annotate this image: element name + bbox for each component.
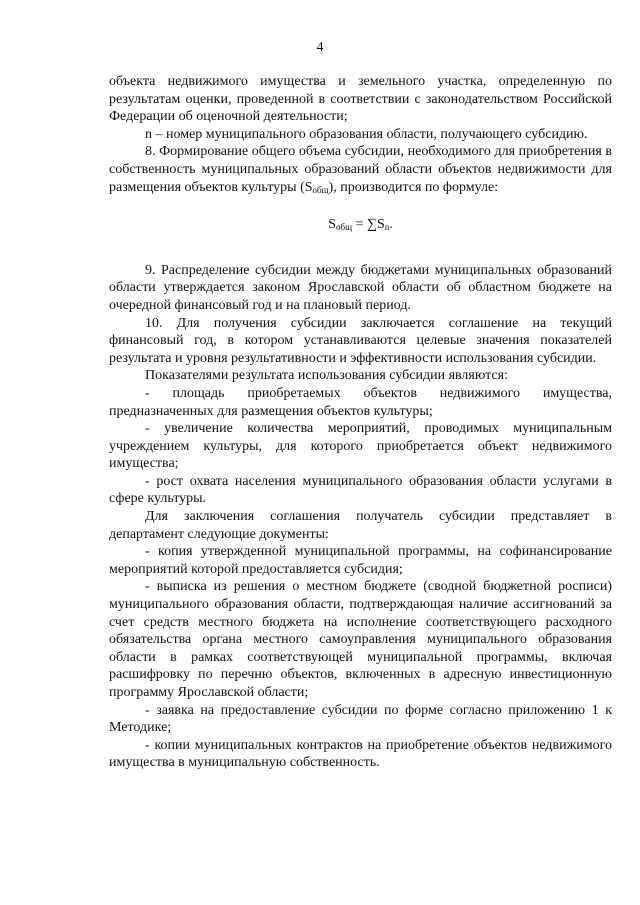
list-item-indicator-coverage: - рост охвата населения муниципального образования области услугами в сфере культуры. bbox=[109, 473, 612, 507]
list-item-doc-budget-extract: - выписка из решения о местном бюджете (сводной бюджетной росписи) муниципального образования области, подтверждающая наличие ассигнований за счет средств местного бюджета на исполнение соответствующего расходного обязательства органа местного самоуправления муниципального образования области в рамках соответствующей муниципальной программы, включая расшифровку по перечню объектов, включенных в адресную инвестиционную программу Ярославской области; bbox=[109, 579, 612, 700]
list-item-doc-contracts: - копии муниципальных контрактов на приобретение объектов недвижимого имущества в муниципальную собственность. bbox=[109, 737, 612, 771]
page-number: 4 bbox=[316, 40, 324, 55]
list-item-indicator-events: - увеличение количества мероприятий, проводимых муниципальным учреждением культуры, для которого приобретается объект недвижимого имущества; bbox=[109, 421, 612, 472]
formula-rhs: = ∑S bbox=[352, 217, 385, 233]
formula-lhs-sub: общ bbox=[336, 222, 353, 233]
list-item-doc-application: - заявка на предоставление субсидии по форме согласно приложению 1 к Методике; bbox=[109, 702, 612, 736]
paragraph-8 bbox=[109, 143, 612, 196]
paragraph-8-subscript: общ bbox=[312, 184, 329, 195]
paragraph-documents-intro: Для заключения соглашения получатель субсидии представляет в департамент следующие документы: bbox=[109, 509, 612, 542]
paragraph-9: 9. Распределение субсидии между бюджетами муниципальных образований области утверждается законом Ярославской области об областном бюджете на очередной финансовый год и на плановый период. bbox=[109, 262, 612, 313]
formula bbox=[109, 216, 612, 234]
document-body bbox=[109, 73, 612, 772]
formula-lhs: S bbox=[328, 217, 337, 233]
formula-rhs-sub: n bbox=[384, 222, 390, 233]
formula-end: . bbox=[389, 217, 393, 233]
paragraph-10: 10. Для получения субсидии заключается соглашение на текущий финансовый год, в котором устанавливаются целевые значения показателей результата и уровня результативности и эффективности использования субсидии. bbox=[109, 315, 612, 366]
paragraph-continuation: объекта недвижимого имущества и земельного участка, определенную по результатам оценки, проведенной в соответствии с законодательством Российской Федерации об оценочной деятельности; bbox=[109, 74, 612, 125]
paragraph-indicators-intro: Показателями результата использования субсидии являются: bbox=[145, 368, 508, 384]
list-item-doc-program-copy: - копия утвержденной муниципальной программы, на софинансирование мероприятий которой предоставляется субсидия; bbox=[109, 544, 612, 577]
list-item-indicator-area: - площадь приобретаемых объектов недвижимого имущества, предназначенных для размещения объектов культуры; bbox=[109, 385, 612, 419]
paragraph-8-text: 8. Формирование общего объема субсидии, необходимого для приобретения в собственность муниципальных образований области объектов недвижимости для размещения объектов культуры (S bbox=[109, 144, 612, 195]
paragraph-8-text-end: ), производится по формуле: bbox=[328, 179, 499, 195]
paragraph-n-definition: n – номер муниципального образования области, получающего субсидию. bbox=[145, 126, 588, 142]
